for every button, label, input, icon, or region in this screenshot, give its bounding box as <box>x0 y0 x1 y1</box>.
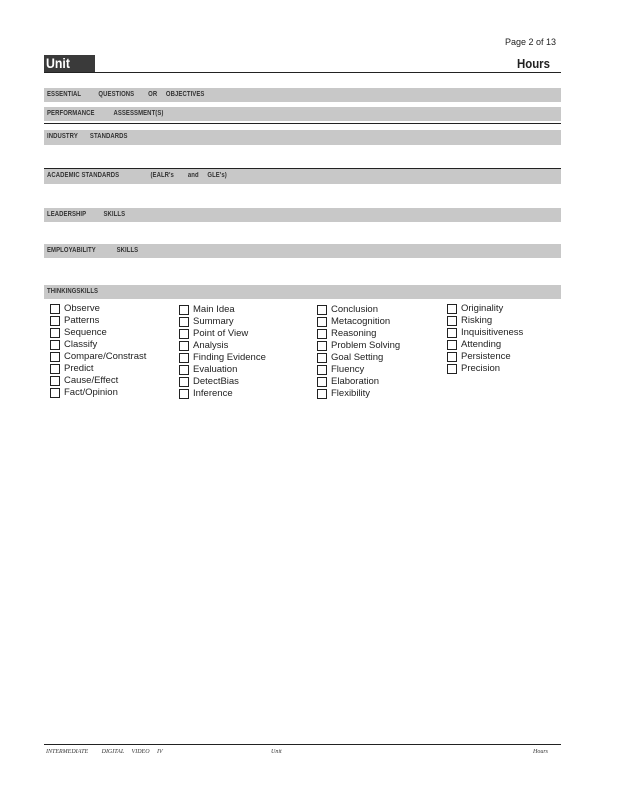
checkbox[interactable] <box>50 376 60 386</box>
checkbox[interactable] <box>50 328 60 338</box>
checkbox-item[interactable]: Goal Setting <box>317 352 400 364</box>
leadership-skills-label: LEADERSHIP SKILLS <box>47 211 126 218</box>
checkbox[interactable] <box>179 389 189 399</box>
checkbox-item[interactable]: Compare/Constrast <box>50 351 146 363</box>
checkbox-item[interactable]: Fact/Opinion <box>50 387 146 399</box>
unit-label: Unit <box>46 55 70 71</box>
checkbox[interactable] <box>179 317 189 327</box>
checkbox-item[interactable]: Patterns <box>50 315 146 327</box>
checkbox-item[interactable]: Elaboration <box>317 376 400 388</box>
checkbox[interactable] <box>447 340 457 350</box>
checkbox-item[interactable]: Inference <box>179 388 266 400</box>
checkbox[interactable] <box>447 352 457 362</box>
performance-assessment-band <box>44 107 561 121</box>
checkbox[interactable] <box>317 341 327 351</box>
checkbox-item[interactable]: Observe <box>50 303 146 315</box>
checkbox-item[interactable]: Conclusion <box>317 304 400 316</box>
thinking-skills-column-4 <box>447 303 523 375</box>
checkbox[interactable] <box>317 305 327 315</box>
hours-label: Hours <box>516 56 550 71</box>
checkbox[interactable] <box>447 316 457 326</box>
thinking-skills-label: THINKINGSKILLS <box>47 288 99 295</box>
checkbox[interactable] <box>50 316 60 326</box>
academic-standards-label: ACADEMIC STANDARDS (EALR's and GLE's) <box>47 172 227 179</box>
thinking-skills-column-2 <box>179 304 266 400</box>
checkbox-item[interactable]: Finding Evidence <box>179 352 266 364</box>
checkbox[interactable] <box>50 388 60 398</box>
checkbox[interactable] <box>447 328 457 338</box>
checkbox[interactable] <box>317 317 327 327</box>
checkbox-item[interactable]: Inquisitiveness <box>447 327 523 339</box>
checkbox-item[interactable]: Analysis <box>179 340 266 352</box>
checkbox-item[interactable]: Metacognition <box>317 316 400 328</box>
checkbox-item[interactable]: Precision <box>447 363 523 375</box>
footer-course: INTERMEDIATE DIGITAL VIDEO IV <box>46 749 163 755</box>
checkbox-item[interactable]: Point of View <box>179 328 266 340</box>
footer-unit: Unit <box>271 749 282 755</box>
checkbox-item[interactable]: Risking <box>447 315 523 327</box>
checkbox[interactable] <box>447 304 457 314</box>
checkbox-item[interactable]: Summary <box>179 316 266 328</box>
footer-divider <box>44 744 561 745</box>
employability-skills-band <box>44 244 561 258</box>
checkbox-item[interactable]: Predict <box>50 363 146 375</box>
checkbox[interactable] <box>179 353 189 363</box>
industry-standards-band <box>44 130 561 145</box>
checkbox-item[interactable]: Fluency <box>317 364 400 376</box>
checkbox-item[interactable]: Originality <box>447 303 523 315</box>
thinking-skills-column-3 <box>317 304 400 400</box>
checkbox[interactable] <box>179 365 189 375</box>
checkbox-item[interactable]: Main Idea <box>179 304 266 316</box>
checkbox-item[interactable]: Persistence <box>447 351 523 363</box>
checkbox[interactable] <box>317 377 327 387</box>
checkbox-item[interactable]: Evaluation <box>179 364 266 376</box>
academic-standards-band <box>44 169 561 184</box>
footer-hours: Hours <box>533 749 549 755</box>
leadership-skills-band <box>44 208 561 222</box>
industry-standards-label: INDUSTRY STANDARDS <box>47 133 128 140</box>
checkbox-item[interactable]: Cause/Effect <box>50 375 146 387</box>
section-divider <box>44 123 561 124</box>
checkbox[interactable] <box>50 340 60 350</box>
checkbox[interactable] <box>317 329 327 339</box>
checkbox[interactable] <box>179 377 189 387</box>
checkbox-item[interactable]: Flexibility <box>317 388 400 400</box>
checkbox-item[interactable]: DetectBias <box>179 376 266 388</box>
checkbox[interactable] <box>447 364 457 374</box>
checkbox-item[interactable]: Attending <box>447 339 523 351</box>
employability-skills-label: EMPLOYABILITY SKILLS <box>47 247 139 254</box>
essential-questions-band <box>44 88 561 102</box>
unit-header-box <box>44 55 95 72</box>
checkbox[interactable] <box>179 305 189 315</box>
checkbox[interactable] <box>50 364 60 374</box>
checkbox[interactable] <box>50 352 60 362</box>
checkbox[interactable] <box>317 353 327 363</box>
thinking-skills-band <box>44 285 561 299</box>
checkbox-item[interactable]: Classify <box>50 339 146 351</box>
performance-assessment-label: PERFORMANCE ASSESSMENT(S) <box>47 110 164 117</box>
essential-questions-label: ESSENTIAL QUESTIONS OR OBJECTIVES <box>47 91 205 98</box>
checkbox[interactable] <box>317 365 327 375</box>
checkbox-item[interactable]: Problem Solving <box>317 340 400 352</box>
checkbox[interactable] <box>179 329 189 339</box>
checkbox-item[interactable]: Reasoning <box>317 328 400 340</box>
header-divider <box>44 72 561 73</box>
checkbox-item[interactable]: Sequence <box>50 327 146 339</box>
checkbox[interactable] <box>317 389 327 399</box>
checkbox[interactable] <box>50 304 60 314</box>
page-number: Page 2 of 13 <box>504 37 556 47</box>
checkbox[interactable] <box>179 341 189 351</box>
thinking-skills-column-1 <box>50 303 146 399</box>
